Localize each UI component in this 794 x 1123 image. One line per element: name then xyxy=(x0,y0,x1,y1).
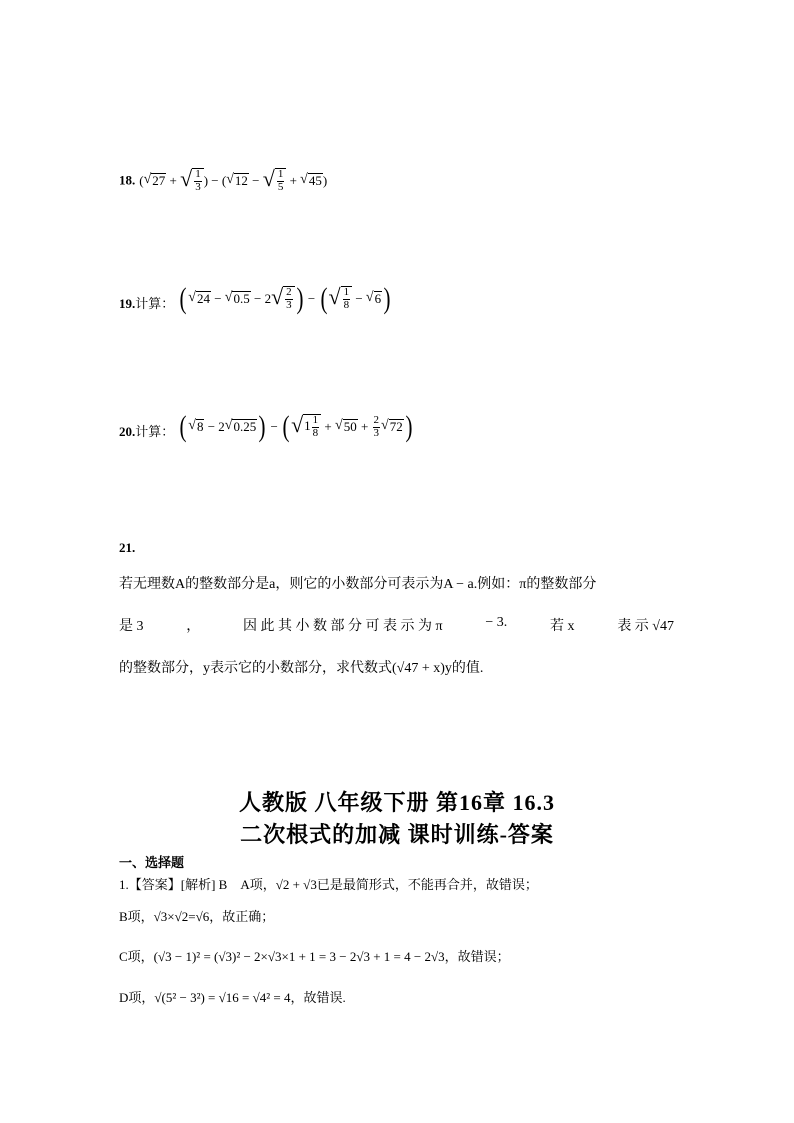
q21-line-2 xyxy=(119,615,674,635)
question-number: 21. xyxy=(119,540,136,555)
question-number: 19. xyxy=(119,296,136,311)
section-heading: 一、选择题 xyxy=(119,855,185,870)
q19-expression: ( √ 24 − √ 0.5 − 2 √ $\frac{2}{3}$ ) − ( √ $\frac{1}{8}$ − √ 6 ) xyxy=(179,282,391,315)
q20-expression: ( √ 8 − 2 √ 0.25 ) − ( √ 1 $\frac{1}{8}$ + √ 50 + $\frac{2}{3}$ √ 72 ) xyxy=(179,410,413,443)
question-number: 20. xyxy=(119,424,136,439)
answer-1-option-d: D项，√(5² − 3²) = √16 = √4² = 4，故错误. xyxy=(119,990,346,1005)
q21-part: 是 3 xyxy=(119,619,144,634)
q21-part: 表 示 √47 xyxy=(617,619,674,634)
answer-title-line-2: 二次根式的加减 课时训练-答案 xyxy=(240,822,554,847)
q21-part: ， xyxy=(186,619,201,634)
q21-part: 因 此 其 小 数 部 分 可 表 示 为 π xyxy=(243,619,443,634)
question-number: 18. xyxy=(119,172,136,188)
q21-line-3: 的整数部分，y表示它的小数部分，求代数式(√47 + x)y的值. xyxy=(119,661,484,676)
q18-expression: ( √ 27 + √ $\frac{1}{3}$ ) − ( √ 12 − √ $\frac{1}{5}$ + √ 45 ) xyxy=(139,166,328,193)
question-19 xyxy=(119,284,392,314)
question-label: 计算： xyxy=(135,296,175,311)
question-18 xyxy=(119,168,327,193)
q21-line-1: 若无理数A的整数部分是a，则它的小数部分可表示为A − a.例如：π的整数部分 xyxy=(119,577,597,592)
answer-1-option-b: B项，√3×√2=√6，故正确； xyxy=(119,909,275,924)
answer-title-line-1: 人教版 八年级下册 第16章 16.3 xyxy=(238,790,555,815)
answer-1: 1.【答案】[解析] B A项，√2 + √3已是最简形式，不能再合并，故错误； xyxy=(119,877,538,892)
question-label: 计算： xyxy=(135,424,175,439)
q21-part: − 3. xyxy=(485,615,508,630)
question-20 xyxy=(119,412,414,442)
q21-part: 若 x xyxy=(550,619,575,634)
answer-1-option-c: C项，(√3 − 1)² = (√3)² − 2×√3×1 + 1 = 3 − 2√3 + 1 = 4 − 2√3，故错误； xyxy=(119,949,510,964)
question-21-number xyxy=(119,539,135,557)
